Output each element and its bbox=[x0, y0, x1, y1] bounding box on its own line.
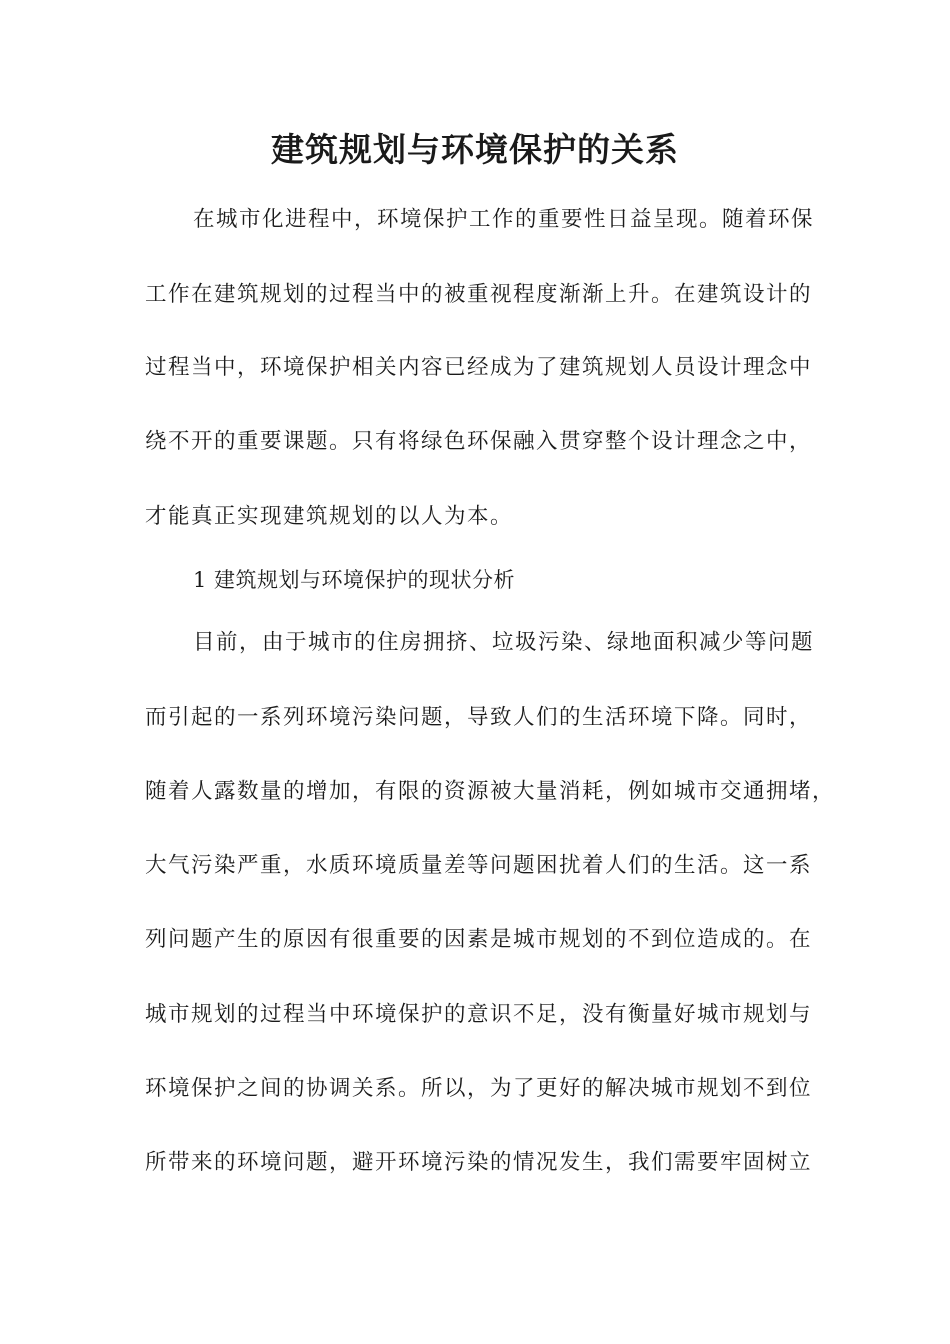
paragraph-line: 城市规划的过程当中环境保护的意识不足，没有衡量好城市规划与 bbox=[145, 1002, 813, 1027]
paragraph-line: 工作在建筑规划的过程当中的被重视程度渐渐上升。在建筑设计的 bbox=[145, 282, 813, 307]
paragraph-line: 才能真正实现建筑规划的以人为本。 bbox=[145, 504, 514, 529]
paragraph-line: 环境保护之间的协调关系。所以，为了更好的解决城市规划不到位 bbox=[145, 1076, 813, 1101]
paragraph-line: 绕不开的重要课题。只有将绿色环保融入贯穿整个设计理念之中， bbox=[145, 429, 813, 454]
paragraph-line: 列问题产生的原因有很重要的因素是城市规划的不到位造成的。在 bbox=[145, 927, 813, 952]
paragraph-line: 所带来的环境问题，避开环境污染的情况发生，我们需要牢固树立 bbox=[145, 1150, 813, 1175]
section-heading: 1 建筑规划与环境保护的现状分析 bbox=[193, 568, 516, 592]
paragraph-line: 在城市化进程中，环境保护工作的重要性日益呈现。随着环保 bbox=[193, 207, 815, 232]
paragraph-line: 目前，由于城市的住房拥挤、垃圾污染、绿地面积减少等问题 bbox=[193, 630, 815, 655]
paragraph-line: 随着人露数量的增加，有限的资源被大量消耗，例如城市交通拥堵， bbox=[145, 779, 836, 804]
paragraph-line: 而引起的一系列环境污染问题，导致人们的生活环境下降。同时， bbox=[145, 705, 813, 730]
paragraph-line: 过程当中，环境保护相关内容已经成为了建筑规划人员设计理念中 bbox=[145, 355, 813, 380]
document-title: 建筑规划与环境保护的关系 bbox=[271, 130, 679, 169]
paragraph-line: 大气污染严重，水质环境质量差等问题困扰着人们的生活。这一系 bbox=[145, 853, 813, 878]
